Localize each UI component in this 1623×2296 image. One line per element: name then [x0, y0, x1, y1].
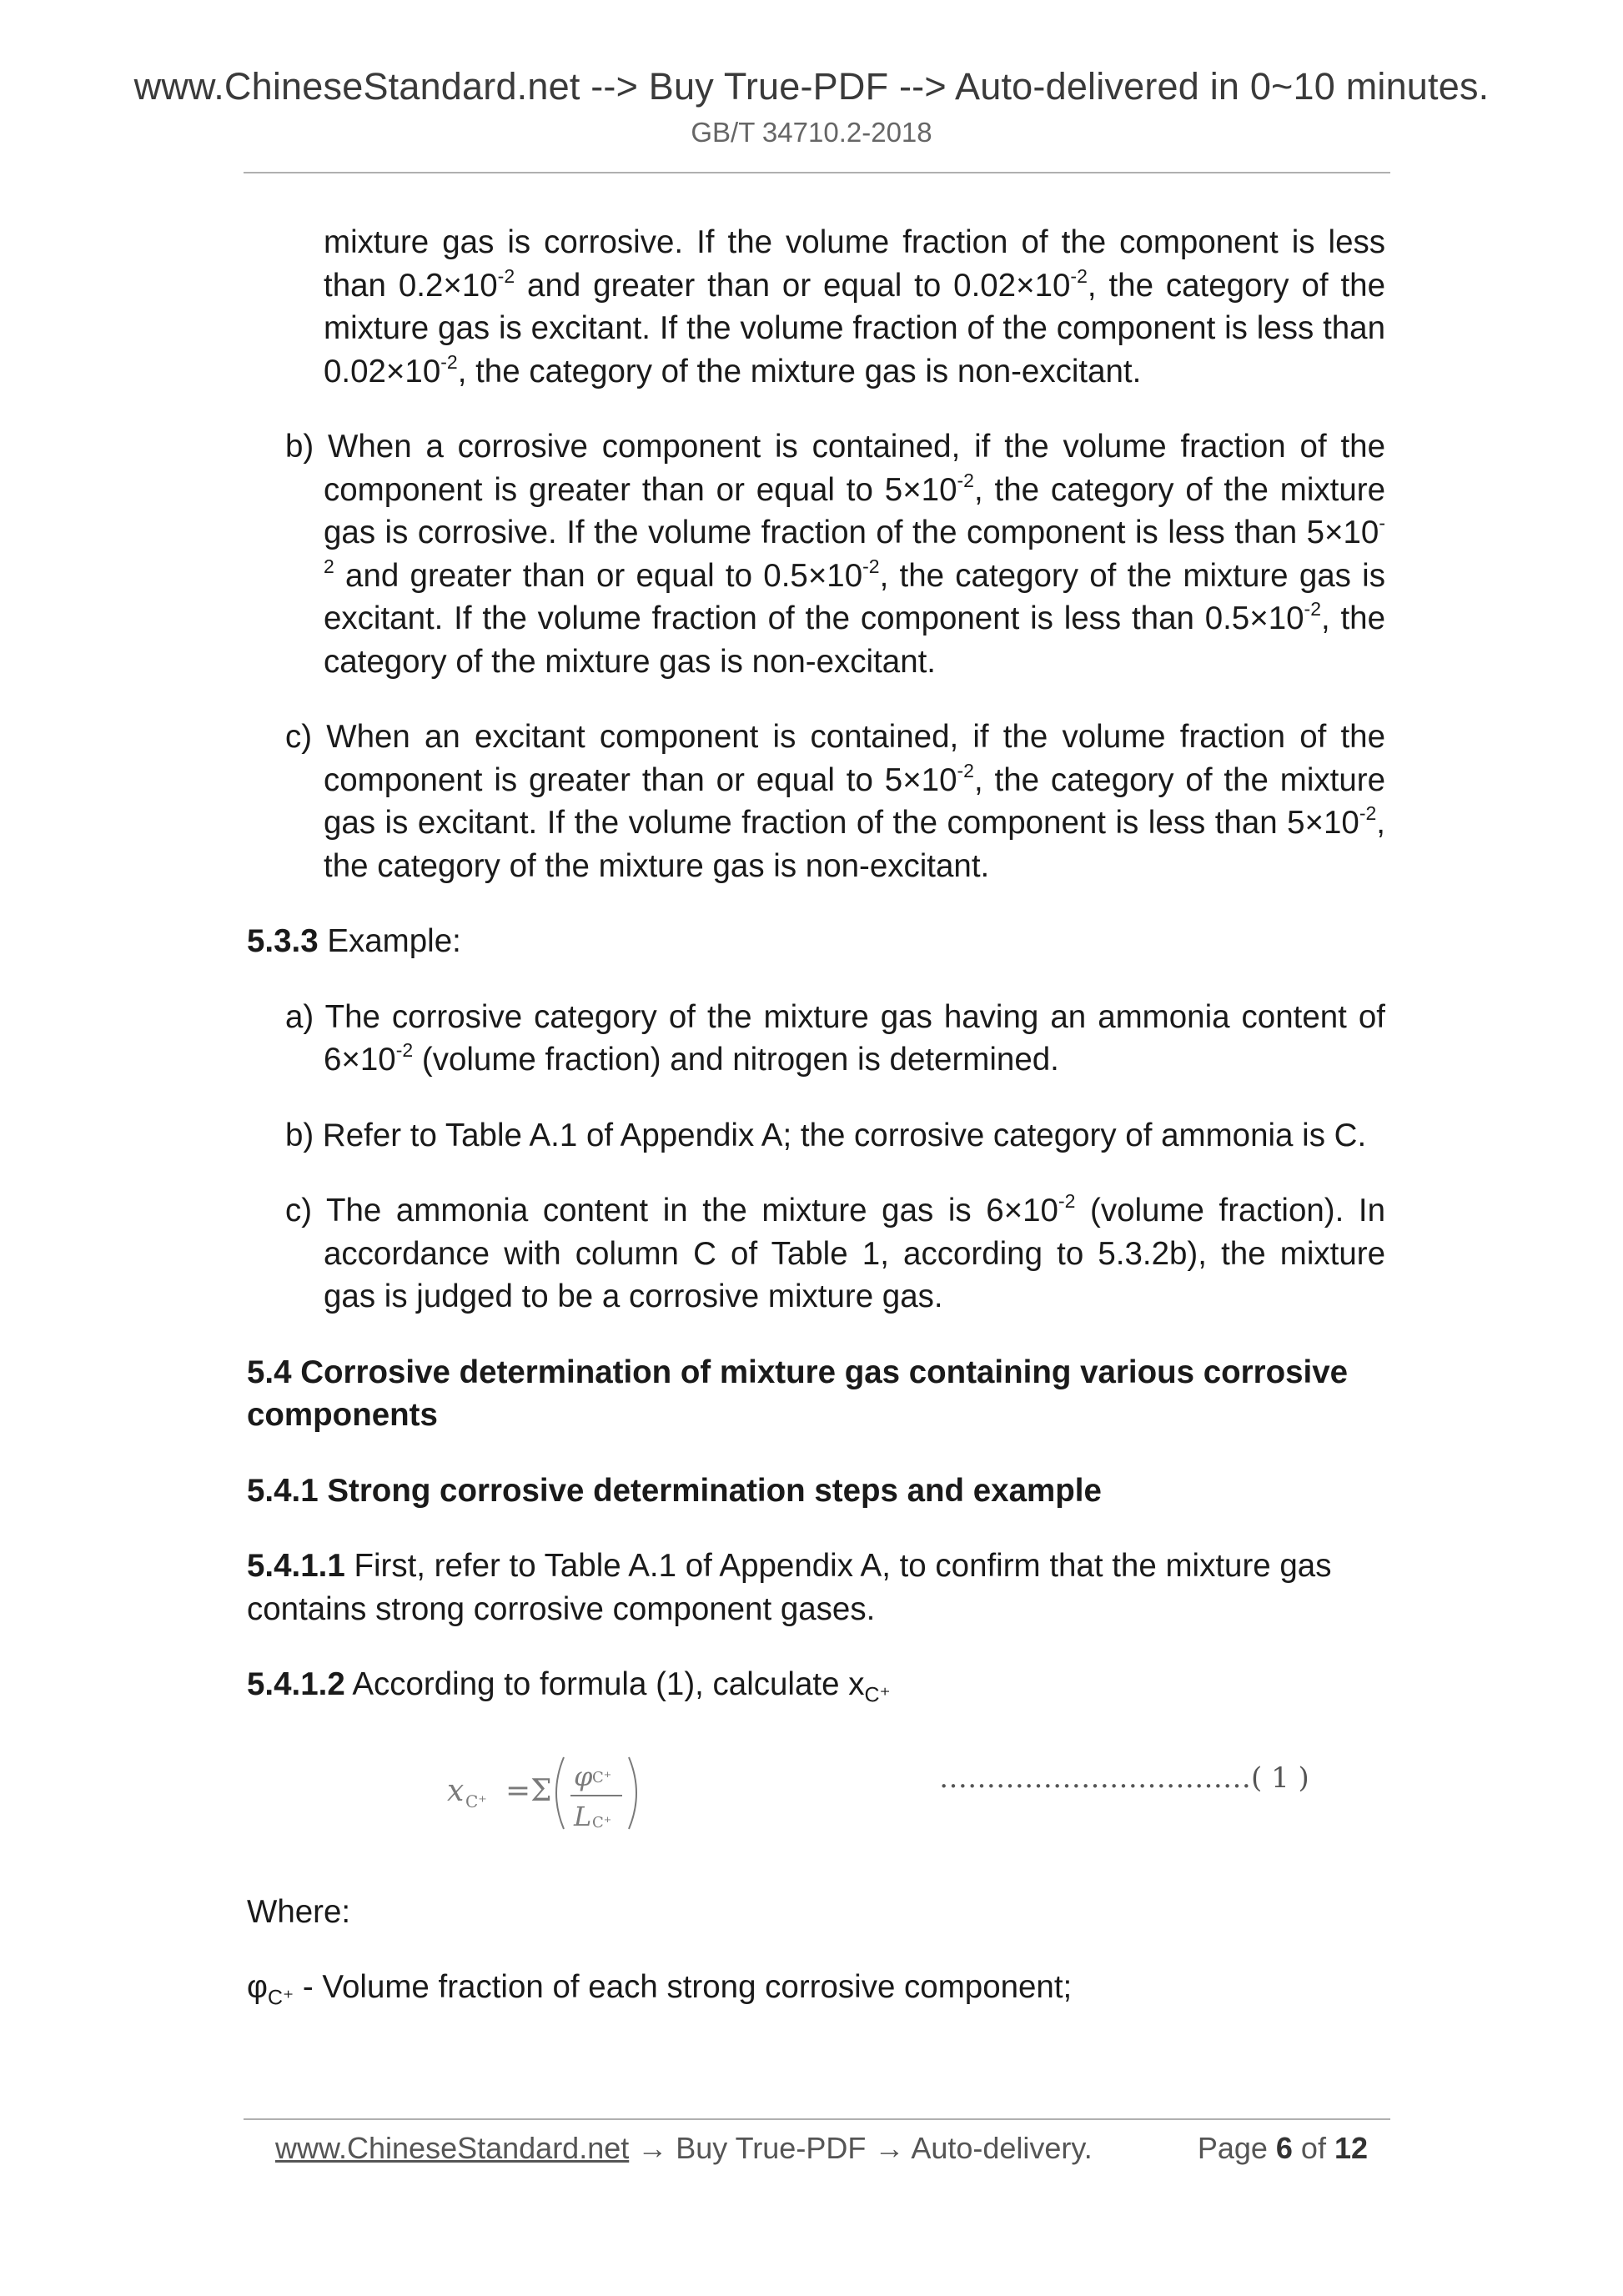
- example-item-b: b) Refer to Table A.1 of Appendix A; the corrosive category of ammonia is C.: [285, 1117, 1367, 1153]
- phi-definition: $\varphi_{C^+}$ - Volume fraction of each strong corrosive component;: [247, 1969, 1073, 2010]
- standard-number: GB/T 34710.2-2018: [691, 117, 932, 148]
- footer-divider: [244, 2118, 1390, 2120]
- formula-left-paren: [556, 1757, 564, 1829]
- list-item-b: b) When a corrosive component is contained, if the volume fraction of the component is greater than or equal to $5\times 10^{-2}$, the category of the mixture gas is corrosive. If the volume fraction of the component is less than $5\times 10^{-2}$ and greater than or equal to $0.5\times 10^{-2}$, the category of the mixture gas is excitant. If the volume fraction of the component is less than $0.5\times 10^{-2}$, the category of the mixture gas is non-excitant.: [285, 429, 1385, 680]
- formula-1: [247, 1739, 1385, 1847]
- where-label: Where:: [247, 1893, 351, 1930]
- example-item-c: c) The ammonia content in the mixture gas is $6\times 10^{-2}$ (volume fraction). In accordance with column C of Table 1, according to 5.3.2b), the mixture gas is judged to be a corrosive mixture gas.: [285, 1190, 1386, 1314]
- clause-5-4-1-1: 5.4.1.1 First, refer to Table A.1 of Appendix A, to confirm that the mixture gas contains strong corrosive component gases.: [247, 1548, 1332, 1627]
- clause-5-3-3: 5.3.3 Example:: [247, 923, 461, 959]
- section-5-4-heading: 5.4 Corrosive determination of mixture gas containing various corrosive components: [247, 1354, 1349, 1433]
- page-content: [247, 221, 1385, 2042]
- page-footer: [275, 2131, 1368, 2166]
- formula-denominator: L: [574, 1800, 592, 1832]
- example-item-a: a) The corrosive category of the mixture gas having an ammonia content of $6\times 10^{-2}$ (volume fraction) and nitrogen is determined.: [285, 998, 1385, 1078]
- formula-right-paren: [629, 1757, 636, 1829]
- formula-number: ……………………………( 1 ): [939, 1761, 1309, 1795]
- formula-numerator: φ: [574, 1760, 593, 1792]
- formula-sum: =Σ: [505, 1773, 552, 1808]
- footer-link[interactable]: www.ChineseStandard.net: [275, 2131, 630, 2165]
- formula-lhs: x: [447, 1773, 465, 1808]
- clause-5-4-1-2: 5.4.1.2 According to formula (1), calculate $x_{C^+}$: [247, 1666, 891, 1707]
- list-item-c: c) When an excitant component is contained, if the volume fraction of the component is greater than or equal to $5\times 10^{-2}$, the category of the mixture gas is excitant. If the volume fraction of the component is less than $5\times 10^{-2}$, the category of the mixture gas is non-excitant.: [285, 719, 1385, 884]
- section-5-4-1-heading: 5.4.1 Strong corrosive determination steps and example: [247, 1472, 1102, 1509]
- footer-text: → Buy True-PDF → Auto-delivery.: [629, 2131, 1093, 2165]
- formula-lhs-sub: C⁺: [465, 1791, 487, 1811]
- page-indicator: Page 6 of 12: [1197, 2131, 1368, 2165]
- formula-denominator-sub: C⁺: [592, 1813, 612, 1831]
- paragraph-a-continuation: mixture gas is corrosive. If the volume fraction of the component is less than $0.2\times 10^{-2}$ and greater than or equal to $0.02\times 10^{-2}$, the category of the mixture gas is excitant. If the volume fraction of the component is less than $0.02\times 10^{-2}$, the category of the mixture gas is non-excitant.: [324, 224, 1385, 389]
- top-banner: www.ChineseStandard.net --> Buy True-PDF --> Auto-delivered in 0~10 minutes.: [133, 65, 1490, 108]
- formula-graphic: [447, 1739, 731, 1847]
- formula-numerator-sub: C⁺: [592, 1768, 612, 1786]
- header-divider: [244, 172, 1390, 173]
